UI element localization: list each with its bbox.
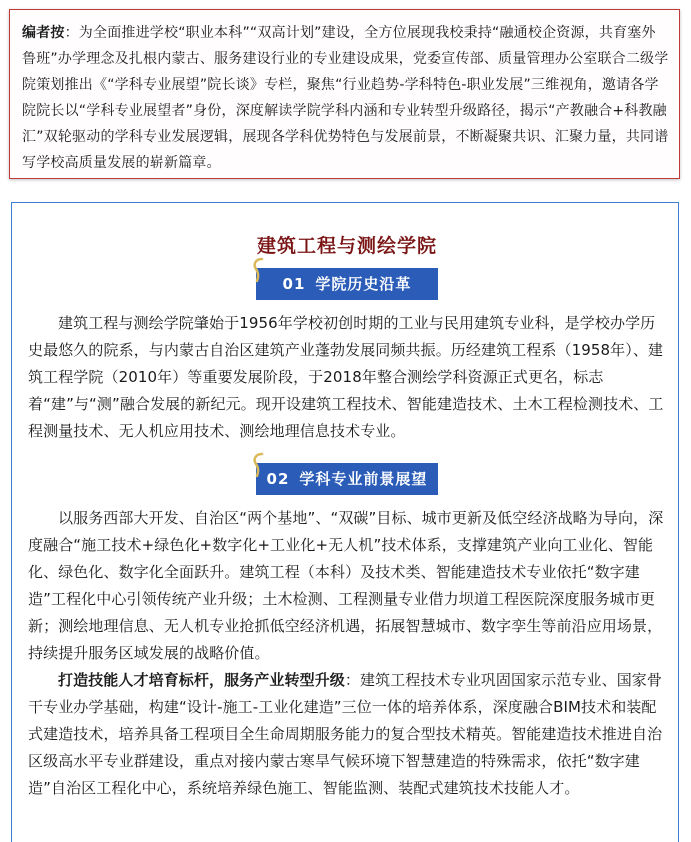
section-2-paragraph-2-text: ：建筑工程技术专业巩固国家示范专业、国家骨干专业办学基础，构建“设计-施工-工业化建造”三位一体的培养体系，深度融合BIM技术和装配式建造技术，培养具备工程项目全生命周期服务能力的复合型技术精英。智能建造技术推进自治区级高水平专业群建设，重点对接内蒙古寒旱气候环境下智慧建造的特殊需求，依托“数字建造”自治区工程化中心，系统培养绿色施工、智能监测、装配式建筑技术技能人才。 [28, 671, 663, 797]
article-body [11, 202, 679, 842]
college-title: 建筑工程与测绘学院 [256, 235, 437, 257]
section-2-paragraph-1: 以服务西部大开发、自治区“两个基地”、“双碳”目标、城市更新及低空经济战略为导向，深度融合“施工技术+绿色化+数字化+工业化+无人机”技术体系，支撑建筑产业向工业化、智能化、绿色化、数字化全面跃升。建筑工程（本科）及技术类、智能建造技术专业依托“数字建造”工程化中心引领传统产业升级；土木检测、工程测量专业借力坝道工程医院深度服务城市更新；测绘地理信息、无人机专业抢抓低空经济机遇，拓展智慧城市、数字孪生等前沿应用场景，持续提升服务区域发展的战略价值。 [28, 509, 664, 662]
section-1-number: 01 [282, 275, 306, 293]
section-2-badge [256, 463, 438, 495]
editor-note-box [9, 9, 680, 179]
hook-icon [250, 451, 270, 479]
section-2-paragraph-2-heading: 打造技能人才培育标杆，服务产业转型升级 [58, 671, 345, 689]
section-2-title: 学科专业前景展望 [299, 470, 428, 488]
section-2-header [256, 463, 438, 495]
section-1-title: 学院历史沿革 [315, 275, 412, 293]
editor-note-lead: 编者按 [22, 25, 65, 41]
section-2-paragraph-2 [28, 667, 666, 802]
section-1-badge [256, 268, 438, 300]
section-1-paragraph: 建筑工程与测绘学院肇始于1956年学校初创时期的工业与民用建筑专业科，是学校办学历史最悠久的院系，与内蒙古自治区建筑产业蓬勃发展同频共振。历经建筑工程系（1958年）、建筑工程学院（2010年）等重要发展阶段，于2018年整合测绘学科资源正式更名，标志着“建”与“测”融合发展的新纪元。现开设建筑工程技术、智能建造技术、土木工程检测技术、工程测量技术、无人机应用技术、测绘地理信息技术专业。 [28, 314, 664, 440]
hook-icon [250, 256, 270, 284]
section-1-header [256, 268, 438, 300]
editor-note-text: ：为全面推进学校“职业本科”“双高计划”建设，全方位展现我校秉持“融通校企资源，共育塞外鲁班”办学理念及扎根内蒙古、服务建设行业的专业建设成果，党委宣传部、质量管理办公室联合二级学院策划推出《“学科专业展望”院长谈》专栏，聚焦“行业趋势-学科特色-职业发展”三维视角，邀请各学院院长以“学科专业展望者”身份，深度解读学院学科内涵和专业转型升级路径，揭示“产教融合+科教融汇”双轮驱动的学科专业发展逻辑，展现各学科优势特色与发展前景，不断凝聚共识、汇聚力量，共同谱写学校高质量发展的崭新篇章。 [22, 25, 669, 171]
section-2-number: 02 [266, 470, 290, 488]
